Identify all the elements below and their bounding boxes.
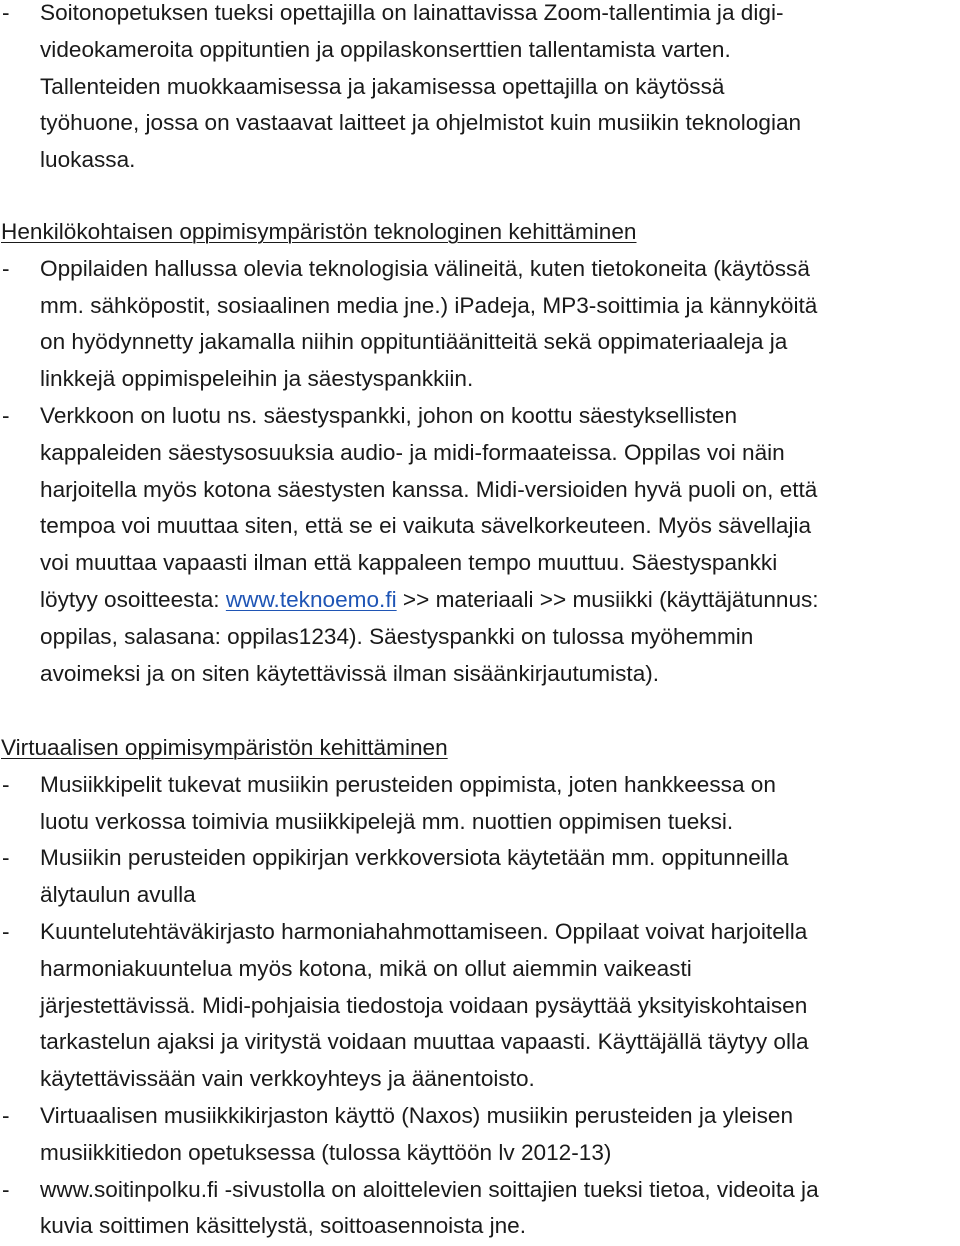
list-item-text xyxy=(40,0,954,179)
link-prefix-text: löytyy osoitteesta: xyxy=(40,586,226,612)
section-personal-learning-environment xyxy=(0,214,954,692)
text-line: www.soitinpolku.fi -sivustolla on aloittelevien soittajien tueksi tietoa, videoita ja xyxy=(40,1176,819,1202)
list-bullet: - xyxy=(2,918,10,944)
list-bullet: - xyxy=(2,845,10,871)
section-heading: Henkilökohtaisen oppimisympäristön teknologinen kehittäminen xyxy=(1,219,637,244)
list-item xyxy=(0,0,954,179)
text-line: käytettävissään vain verkkoyhteys ja äänentoisto. xyxy=(40,1066,535,1092)
list-item xyxy=(0,840,954,914)
list-item xyxy=(0,251,954,398)
section-recording-equipment xyxy=(0,0,954,179)
list-bullet: - xyxy=(2,255,10,281)
section-heading: Virtuaalisen oppimisympäristön kehittäminen xyxy=(1,735,448,760)
list-bullet: - xyxy=(2,771,10,797)
text-line: Tallenteiden muokkaamisessa ja jakamisessa opettajilla on käytössä xyxy=(40,73,725,99)
list-item-text xyxy=(40,1098,954,1172)
text-line: Verkkoon on luotu ns. säestyspankki, johon on koottu säestyksellisten xyxy=(40,402,738,428)
list-item xyxy=(0,914,954,1098)
teknoemo-link[interactable]: www.teknoemo.fi xyxy=(225,586,397,612)
list-bullet: - xyxy=(2,1102,10,1128)
list-item-text xyxy=(40,767,954,841)
text-line: mm. sähköpostit, sosiaalinen media jne.) iPadeja, MP3-soittimia ja kännyköitä xyxy=(40,292,818,318)
text-line: tarkastelun ajaksi ja viritystä voidaan muuttaa vapaasti. Käyttäjällä täytyy olla xyxy=(40,1029,809,1055)
text-line: musiikkitiedon opetuksessa (tulossa käyttöön lv 2012-13) xyxy=(40,1139,612,1165)
text-line: kuvia soittimen käsittelystä, soittoasennoista jne. xyxy=(40,1213,527,1239)
list-item-text xyxy=(40,840,954,914)
text-line: Oppilaiden hallussa olevia teknologisia välineitä, kuten tietokoneita (käytössä xyxy=(40,255,810,281)
text-line: harjoitella myös kotona säestysten kanssa. Midi-versioiden hyvä puoli on, että xyxy=(40,476,818,502)
list-item xyxy=(0,398,954,692)
text-line: luotu verkossa toimivia musiikkipelejä mm. nuottien oppimisen tueksi. xyxy=(40,808,734,834)
list-bullet: - xyxy=(2,402,10,428)
text-line: linkkejä oppimispeleihin ja säestyspankkiin. xyxy=(40,366,474,392)
list-item-text xyxy=(40,914,954,1098)
text-line: Kuuntelutehtäväkirjasto harmoniahahmottamiseen. Oppilaat voivat harjoitella xyxy=(40,918,808,944)
link-suffix-text: >> materiaali >> musiikki (käyttäjätunnus: xyxy=(396,586,819,612)
text-line: avoimeksi ja on siten käytettävissä ilman sisäänkirjautumista). xyxy=(40,660,660,686)
text-line: on hyödynnetty jakamalla niihin oppituntiäänitteitä sekä oppimateriaaleja ja xyxy=(40,329,788,355)
text-line: videokameroita oppituntien ja oppilaskonserttien tallentamista varten. xyxy=(40,36,731,62)
text-line: kappaleiden säestysosuuksia audio- ja midi-formaateissa. Oppilas voi näin xyxy=(40,439,785,465)
list-bullet: - xyxy=(2,0,10,25)
text-line-with-link xyxy=(40,582,954,619)
text-line: Soitonopetuksen tueksi opettajilla on lainattavissa Zoom-tallentimia ja digi- xyxy=(40,0,784,25)
list-bullet: - xyxy=(2,1176,10,1202)
text-line: luokassa. xyxy=(40,147,136,173)
list-item-text xyxy=(40,1172,954,1246)
text-line: järjestettävissä. Midi-pohjaisia tiedostoja voidaan pysäyttää yksityiskohtaisen xyxy=(40,992,808,1018)
text-line: Virtuaalisen musiikkikirjaston käyttö (Naxos) musiikin perusteiden ja yleisen xyxy=(40,1102,794,1128)
text-line: älytaulun avulla xyxy=(40,882,196,908)
list-item xyxy=(0,767,954,841)
text-line: Musiikkipelit tukevat musiikin perusteiden oppimista, joten hankkeessa on xyxy=(40,771,776,797)
text-line: oppilas, salasana: oppilas1234). Säestyspankki on tulossa myöhemmin xyxy=(40,623,754,649)
text-line: voi muuttaa vapaasti ilman että kappaleen tempo muuttuu. Säestyspankki xyxy=(40,550,778,576)
text-line: harmoniakuuntelua myös kotona, mikä on ollut aiemmin vaikeasti xyxy=(40,955,692,981)
list-item xyxy=(0,1172,954,1246)
list-item-text xyxy=(40,398,954,692)
list-item-text xyxy=(40,251,954,398)
list-item xyxy=(0,1098,954,1172)
text-line: työhuone, jossa on vastaavat laitteet ja ohjelmistot kuin musiikin teknologian xyxy=(40,110,802,136)
section-virtual-learning-environment xyxy=(0,730,954,1245)
text-line: tempoa voi muuttaa siten, että se ei vaikuta sävelkorkeuteen. Myös sävellajia xyxy=(40,513,812,539)
text-line: Musiikin perusteiden oppikirjan verkkoversiota käytetään mm. oppitunneilla xyxy=(40,845,789,871)
